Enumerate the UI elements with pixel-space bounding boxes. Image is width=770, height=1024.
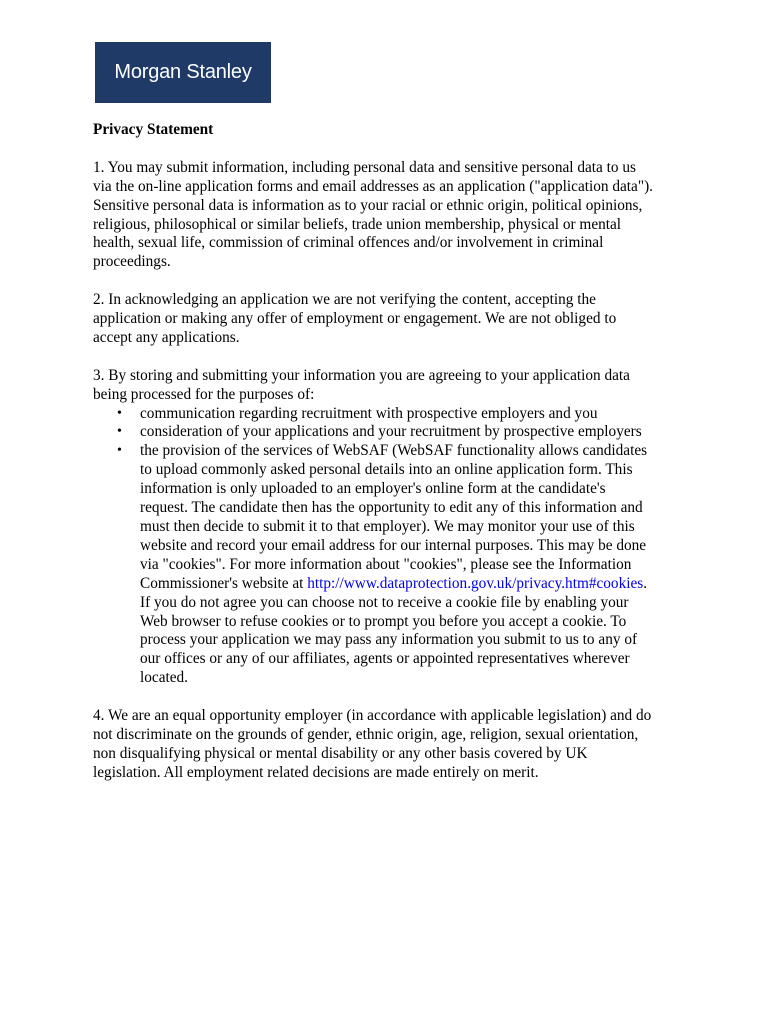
cookies-link[interactable]: http://www.dataprotection.gov.uk/privacy.htm#cookies: [307, 574, 644, 592]
bullet3-text-after: . If you do not agree you can choose not to receive a cookie file by enabling your Web browser to refuse cookies or to prompt you before you accept a cookie. To process your application we may pass any information you submit to us to any of our offices or any of our affiliates, agents or appointed representatives wherever located.: [140, 574, 648, 687]
bullet3-text-before: the provision of the services of WebSAF (WebSAF functionality allows candidates to upload commonly asked personal details into an online application form. This information is only uploaded to an employer's online form at the candidate's request. The candidate then has the opportunity to edit any of this information and must then decide to submit it to that employer). We may monitor your use of this website and record your email address for our internal purposes. This may be done via "cookies". For more information about "cookies", please see the Information Commissioner's website at: [140, 442, 648, 592]
logo-text: Morgan Stanley: [114, 61, 252, 83]
paragraph-2: 2. In acknowledging an application we are not verifying the content, accepting the application or making any offer of employment or engagement. We are not obliged to accept any applications.: [93, 291, 617, 346]
privacy-statement-body: [93, 121, 653, 802]
page-title: Privacy Statement: [93, 121, 214, 138]
purposes-list: [93, 405, 653, 689]
paragraph-1: 1. You may submit information, including personal data and sensitive personal data to us via the on-line application forms and email addresses as an application ("application data"). Sensitive personal data is information as to your racial or ethnic origin, political opinions, religious, philosophical or similar beliefs, trade union membership, physical or mental health, sexual life, commission of criminal offences and/or involvement in criminal proceedings.: [93, 158, 654, 271]
list-item: • consideration of your applications and your recruitment by prospective employers: [140, 423, 653, 442]
paragraph-3-lead: 3. By storing and submitting your information you are agreeing to your application data being processed for the purposes of:: [93, 366, 630, 403]
list-item: • communication regarding recruitment with prospective employers and you: [140, 405, 653, 424]
paragraph-4: 4. We are an equal opportunity employer (in accordance with applicable legislation) and do not discriminate on the grounds of gender, ethnic origin, age, religion, sexual orientation, non disqualifying physical or mental disability or any other basis covered by UK legislation. All employment related decisions are made entirely on merit.: [93, 707, 652, 781]
list-item: [140, 442, 653, 688]
morgan-stanley-logo: [95, 42, 271, 103]
